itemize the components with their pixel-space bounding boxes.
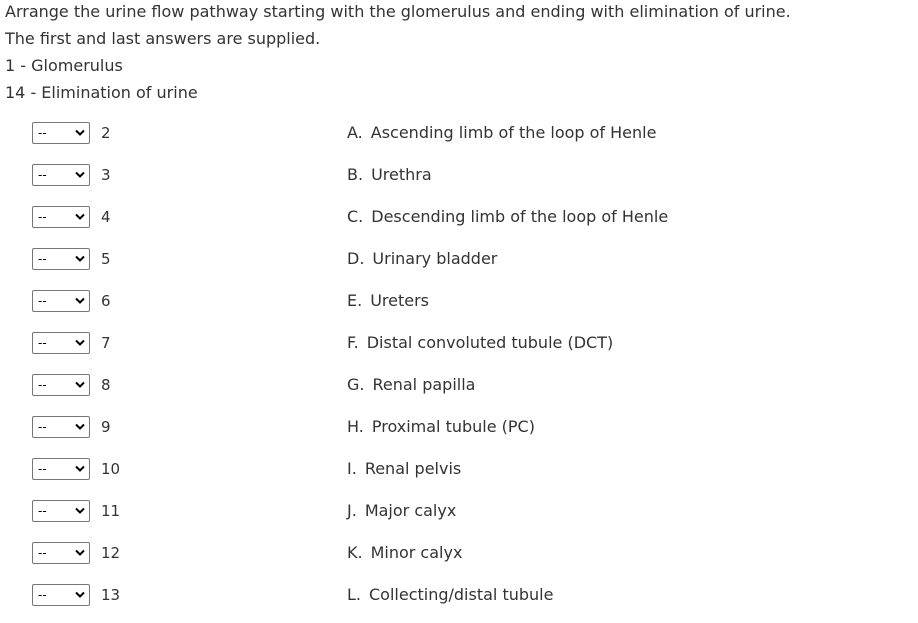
dropdown-value: -- (38, 420, 47, 434)
option-letter: I. (347, 459, 357, 478)
answer-dropdown[interactable] (32, 290, 90, 312)
position-number: 12 (101, 544, 121, 562)
answer-dropdown[interactable] (32, 332, 90, 354)
matching-row (0, 533, 918, 575)
dropdown-value: -- (38, 504, 47, 518)
option-letter: G. (347, 375, 365, 394)
chevron-down-icon (75, 591, 85, 599)
question-note: The first and last answers are supplied. (5, 29, 321, 48)
position-number: 13 (101, 586, 121, 604)
option-letter: L. (347, 585, 361, 604)
option-item (347, 584, 553, 606)
position-number: 8 (101, 376, 111, 394)
position-number: 9 (101, 418, 111, 436)
option-letter: F. (347, 333, 359, 352)
option-letter: K. (347, 543, 363, 562)
chevron-down-icon (75, 171, 85, 179)
answer-dropdown[interactable] (32, 458, 90, 480)
dropdown-value: -- (38, 336, 47, 350)
option-letter: B. (347, 165, 364, 184)
answer-dropdown[interactable] (32, 206, 90, 228)
option-item (347, 500, 456, 522)
chevron-down-icon (75, 381, 85, 389)
dropdown-value: -- (38, 546, 47, 560)
matching-row (0, 281, 918, 323)
option-item (347, 416, 535, 438)
option-item (347, 290, 429, 312)
option-text: Urinary bladder (372, 249, 498, 268)
option-item (347, 458, 461, 480)
option-letter: D. (347, 249, 365, 268)
option-letter: H. (347, 417, 364, 436)
option-item (347, 206, 668, 228)
chevron-down-icon (75, 297, 85, 305)
dropdown-value: -- (38, 168, 47, 182)
option-text: Distal convoluted tubule (DCT) (366, 333, 614, 352)
position-number: 2 (101, 124, 111, 142)
option-letter: J. (347, 501, 357, 520)
answer-dropdown[interactable] (32, 122, 90, 144)
matching-rows (0, 113, 918, 617)
position-number: 11 (101, 502, 121, 520)
answer-dropdown[interactable] (32, 164, 90, 186)
option-text: Ascending limb of the loop of Henle (370, 123, 657, 142)
option-item (347, 248, 497, 270)
option-text: Descending limb of the loop of Henle (371, 207, 669, 226)
matching-row (0, 239, 918, 281)
option-item (347, 164, 432, 186)
option-text: Proximal tubule (PC) (371, 417, 535, 436)
chevron-down-icon (75, 507, 85, 515)
chevron-down-icon (75, 423, 85, 431)
question-instruction: Arrange the urine flow pathway starting with the glomerulus and ending with elimination of urine. (5, 2, 791, 21)
answer-dropdown[interactable] (32, 584, 90, 606)
dropdown-value: -- (38, 462, 47, 476)
option-item (347, 374, 475, 396)
answer-dropdown[interactable] (32, 542, 90, 564)
dropdown-value: -- (38, 588, 47, 602)
answer-dropdown[interactable] (32, 374, 90, 396)
option-text: Minor calyx (370, 543, 463, 562)
option-letter: C. (347, 207, 364, 226)
option-item (347, 122, 656, 144)
matching-row (0, 575, 918, 617)
matching-row (0, 323, 918, 365)
position-number: 3 (101, 166, 111, 184)
chevron-down-icon (75, 129, 85, 137)
matching-row (0, 407, 918, 449)
answer-dropdown[interactable] (32, 416, 90, 438)
dropdown-value: -- (38, 126, 47, 140)
dropdown-value: -- (38, 252, 47, 266)
position-number: 7 (101, 334, 111, 352)
position-number: 10 (101, 460, 121, 478)
option-text: Ureters (370, 291, 430, 310)
answer-dropdown[interactable] (32, 500, 90, 522)
option-letter: E. (347, 291, 363, 310)
chevron-down-icon (75, 213, 85, 221)
dropdown-value: -- (38, 294, 47, 308)
chevron-down-icon (75, 255, 85, 263)
matching-row (0, 449, 918, 491)
option-item (347, 542, 462, 564)
last-answer: 14 - Elimination of urine (5, 83, 198, 102)
first-answer: 1 - Glomerulus (5, 56, 123, 75)
chevron-down-icon (75, 549, 85, 557)
answer-dropdown[interactable] (32, 248, 90, 270)
matching-row (0, 155, 918, 197)
position-number: 4 (101, 208, 111, 226)
position-number: 5 (101, 250, 111, 268)
position-number: 6 (101, 292, 111, 310)
option-text: Renal pelvis (364, 459, 462, 478)
chevron-down-icon (75, 339, 85, 347)
question-header (5, 0, 905, 108)
matching-row (0, 491, 918, 533)
chevron-down-icon (75, 465, 85, 473)
matching-row (0, 197, 918, 239)
option-text: Urethra (371, 165, 432, 184)
option-item (347, 332, 613, 354)
option-text: Collecting/distal tubule (369, 585, 554, 604)
dropdown-value: -- (38, 210, 47, 224)
option-letter: A. (347, 123, 363, 142)
option-text: Major calyx (364, 501, 457, 520)
dropdown-value: -- (38, 378, 47, 392)
option-text: Renal papilla (372, 375, 476, 394)
matching-row (0, 365, 918, 407)
matching-row (0, 113, 918, 155)
